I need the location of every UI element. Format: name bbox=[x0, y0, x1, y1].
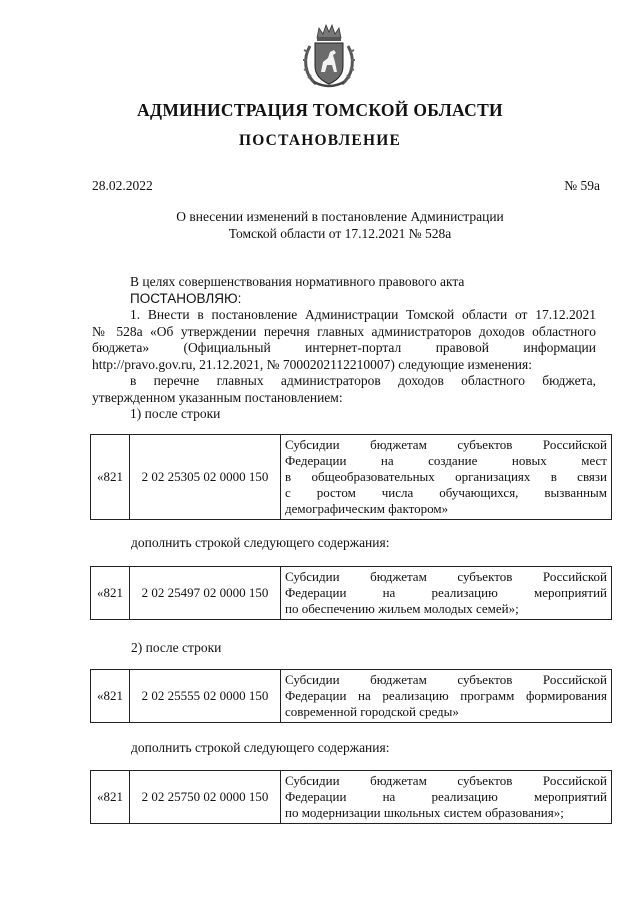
table-row bbox=[91, 567, 612, 620]
table-cell-revenue-code: 2 02 25555 02 0000 150 bbox=[130, 670, 281, 723]
document-subject bbox=[0, 208, 640, 242]
table-cell-description bbox=[281, 567, 612, 620]
description-line: Субсидии бюджетам субъектов Российской bbox=[285, 672, 607, 687]
item1-line: бюджета» (Официальный интернет-портал правовой информации bbox=[92, 340, 596, 355]
decree-word: ПОСТАНОВЛЯЮ: bbox=[130, 290, 242, 306]
item1-line: http://pravo.gov.ru, 21.12.2021, № 7000202112210007) следующие изменения: bbox=[92, 356, 532, 372]
item1-line: № 528а «Об утверждении перечня главных администраторов доходов областного bbox=[92, 323, 596, 339]
description-line: Федерации на создание новых мест bbox=[285, 453, 607, 468]
subitem-2: 2) после строки bbox=[131, 640, 222, 655]
revenue-table-4 bbox=[90, 770, 612, 824]
description-line: современной городской среды» bbox=[285, 704, 459, 719]
revenue-table-1 bbox=[90, 434, 612, 520]
revenue-table-3 bbox=[90, 669, 612, 723]
description-line: демографическим фактором» bbox=[285, 501, 449, 516]
document-body bbox=[92, 274, 596, 423]
description-line: Субсидии бюджетам субъектов Российской bbox=[285, 773, 607, 788]
supplement-caption: дополнить строкой следующего содержания: bbox=[131, 740, 390, 755]
description-line: с ростом числа обучающихся, вызванным bbox=[285, 485, 607, 500]
org-title: АДМИНИСТРАЦИЯ ТОМСКОЙ ОБЛАСТИ bbox=[137, 100, 503, 120]
description-line: Субсидии бюджетам субъектов Российской bbox=[285, 437, 607, 452]
supplement-caption: дополнить строкой следующего содержания: bbox=[131, 535, 390, 550]
subitem-1: 1) после строки bbox=[130, 406, 221, 421]
revenue-table-2 bbox=[90, 566, 612, 620]
table-cell-admin-code: «821 bbox=[91, 670, 130, 723]
table-cell-revenue-code: 2 02 25750 02 0000 150 bbox=[130, 771, 281, 824]
table-cell-description bbox=[281, 670, 612, 723]
subject-line: Томской области от 17.12.2021 № 528а bbox=[228, 226, 452, 241]
coat-of-arms-emblem bbox=[300, 22, 358, 90]
table-cell-revenue-code: 2 02 25497 02 0000 150 bbox=[130, 567, 281, 620]
table-cell-description bbox=[281, 771, 612, 824]
table-row bbox=[91, 670, 612, 723]
subject-line: О внесении изменений в постановление Администрации bbox=[176, 209, 504, 224]
item1-line: 1. Внести в постановление Администрации Томской области от 17.12.2021 bbox=[130, 307, 596, 322]
description-line: в общеобразовательных организациях в связи bbox=[285, 469, 607, 484]
list-line: утвержденном указанным постановлением: bbox=[92, 389, 343, 405]
description-line: Федерации на реализацию программ формирования bbox=[285, 688, 607, 703]
description-line: Федерации на реализацию мероприятий bbox=[285, 789, 607, 804]
table-cell-admin-code: «821 bbox=[91, 771, 130, 824]
table-cell-admin-code: «821 bbox=[91, 435, 130, 520]
table-cell-admin-code: «821 bbox=[91, 567, 130, 620]
table-cell-description bbox=[281, 435, 612, 520]
table-row bbox=[91, 435, 612, 520]
document-type: ПОСТАНОВЛЕНИЕ bbox=[238, 132, 402, 149]
preamble-paragraph: В целях совершенствования нормативного правового акта bbox=[130, 274, 465, 289]
description-line: по модернизации школьных систем образования»; bbox=[285, 805, 564, 820]
document-number: № 59а bbox=[564, 178, 600, 193]
table-cell-revenue-code: 2 02 25305 02 0000 150 bbox=[130, 435, 281, 520]
list-line: в перечне главных администраторов доходов областного бюджета, bbox=[130, 373, 596, 388]
description-line: по обеспечению жильем молодых семей»; bbox=[285, 601, 519, 616]
description-line: Федерации на реализацию мероприятий bbox=[285, 585, 607, 600]
table-row bbox=[91, 771, 612, 824]
document-date: 28.02.2022 bbox=[92, 178, 153, 193]
description-line: Субсидии бюджетам субъектов Российской bbox=[285, 569, 607, 584]
